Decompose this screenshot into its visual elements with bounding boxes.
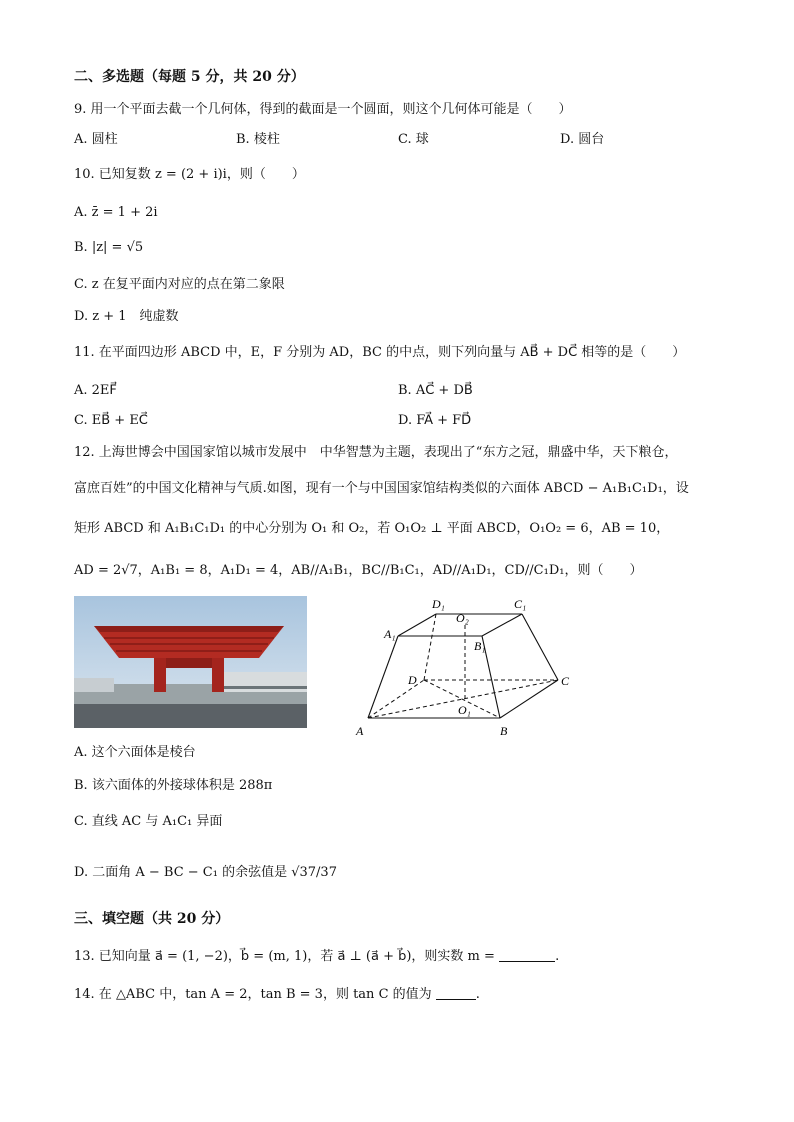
- q10-stem: 10. 已知复数 z = (2 + i)i，则（ ）: [74, 167, 305, 182]
- q12-line2: 富庶百姓”的中国文化精神与气质.如图，现有一个与中国国家馆结构类似的六面体 ABCD − A₁B₁C₁D₁，设: [74, 481, 689, 496]
- q14-line: [74, 985, 480, 1004]
- q14-text: 14. 在 △ABC 中，tan A = 2，tan B = 3，则 tan C 的值为: [74, 987, 432, 1002]
- q9-option-b: B. 棱柱: [236, 132, 280, 147]
- q12-line3: 矩形 ABCD 和 A₁B₁C₁D₁ 的中心分别为 O₁ 和 O₂，若 O₁O₂ ⊥ 平面 ABCD，O₁O₂ = 6，AB = 10，: [74, 521, 670, 536]
- q9-option-c: C. 球: [398, 132, 429, 147]
- q9-stem: 9. 用一个平面去截一个几何体，得到的截面是一个圆面，则这个几何体可能是（ ）: [74, 102, 572, 117]
- q12-line4: AD = 2√7，A₁B₁ = 8，A₁D₁ = 4，AB//A₁B₁，BC//B₁C₁，AD//A₁D₁，CD//C₁D₁，则（ ）: [74, 563, 643, 578]
- q12-option-d: D. 二面角 A − BC − C₁ 的余弦值是 √37/37: [74, 865, 337, 880]
- label-o1: O₁: [458, 703, 471, 717]
- label-b1: B₁: [474, 639, 486, 653]
- label-b: B: [500, 724, 508, 738]
- q11-option-d: D. FA⃗ + FD⃗: [398, 413, 472, 428]
- china-pavilion-photo: [74, 596, 307, 728]
- q13-end: .: [555, 949, 560, 964]
- label-c1: C₁: [514, 597, 527, 611]
- q10-option-b: B. |z| = √5: [74, 240, 144, 255]
- label-d1: D₁: [432, 597, 445, 611]
- q12-line1: 12. 上海世博会中国国家馆以城市发展中 中华智慧为主题，表现出了“东方之冠，鼎盛中华，天下粮仓，: [74, 445, 678, 460]
- q12-option-a: A. 这个六面体是棱台: [74, 745, 196, 760]
- q14-end: .: [475, 987, 480, 1002]
- label-a: A: [356, 724, 364, 738]
- label-d: D: [408, 673, 417, 687]
- q9-option-d: D. 圆台: [560, 132, 605, 147]
- hexahedron-diagram: [348, 592, 588, 742]
- q9-option-a: A. 圆柱: [74, 132, 118, 147]
- q13-answer-blank[interactable]: [499, 947, 555, 962]
- q14-answer-blank[interactable]: [436, 985, 476, 1000]
- label-a1: A₁: [384, 627, 396, 641]
- q11-option-a: A. 2EF⃗: [74, 383, 117, 398]
- q11-stem: 11. 在平面四边形 ABCD 中，E，F 分别为 AD，BC 的中点，则下列向量与 AB⃗ + DC⃗ 相等的是（ ）: [74, 345, 686, 360]
- section2-heading: 二、多选题（每题 5 分，共 20 分）: [74, 69, 305, 85]
- q12-option-c: C. 直线 AC 与 A₁C₁ 异面: [74, 814, 223, 829]
- q13-text: 13. 已知向量 a⃗ = (1, −2)，b⃗ = (m, 1)，若 a⃗ ⊥ (a⃗ + b⃗)，则实数 m =: [74, 949, 495, 964]
- q10-option-a: A. z̄ = 1 + 2i: [74, 205, 158, 220]
- section3-heading: 三、填空题（共 20 分）: [74, 911, 230, 927]
- label-c: C: [561, 674, 570, 688]
- q11-option-c: C. EB⃗ + EC⃗: [74, 413, 148, 428]
- q13-line: [74, 947, 559, 966]
- q10-option-d: D. z + 1 纯虚数: [74, 309, 179, 324]
- q10-option-c: C. z 在复平面内对应的点在第二象限: [74, 277, 285, 292]
- q11-option-b: B. AC⃗ + DB⃗: [398, 383, 473, 398]
- q12-option-b: B. 该六面体的外接球体积是 288π: [74, 778, 273, 793]
- label-o2: O₂: [456, 611, 469, 625]
